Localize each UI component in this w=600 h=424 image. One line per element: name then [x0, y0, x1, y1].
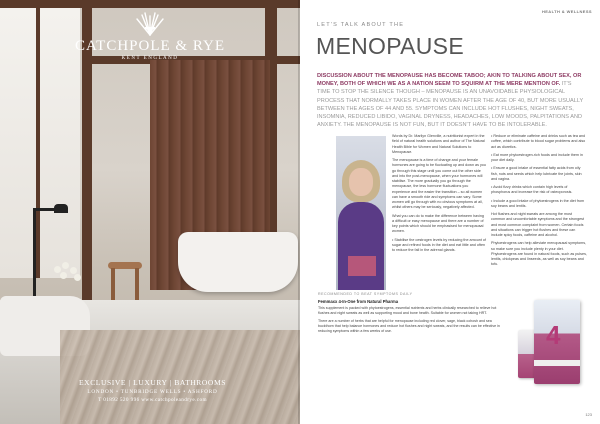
recommendation-label: RECOMMENDED TO BEAT SYMPTOMS DAILY: [318, 292, 413, 296]
brand-location: KENT ENGLAND: [121, 56, 179, 61]
intro-lead: DISCUSSION ABOUT THE MENOPAUSE HAS BECOME TABOO; AKIN TO TALKING ABOUT SEX, OR MONEY, BOTH OF WHICH WE AS A NATION SEEM TO SQUIRM AT THE MERE MENTION OF.: [317, 73, 582, 88]
article-page: [300, 0, 600, 424]
article-column-2: [491, 134, 587, 271]
article-column-1: [392, 134, 486, 256]
brand-name: CATCHPOLE & RYE: [74, 38, 225, 54]
article-kicker: LET'S TALK ABOUT THE: [317, 22, 405, 28]
recommendation-body: [318, 306, 508, 337]
product-box: [534, 300, 580, 384]
wheat-sheaf-icon: [132, 10, 168, 36]
intro-rest: IT'S TIME TO STOP THE SILENCE THOUGH – MENOPAUSE IS AN UNAVOIDABLE PHYSIOLOGICAL PROCESS THAT NORMALLY TAKES PLACE IN WOMEN AFTER THE AGE OF 40, BUT MORE USUALLY BETWEEN THE AGES OF 44 AND 55. SYMPTOMS CAN INCLUDE HOT FLUSHES, NIGHT SWEATS, INSOMNIA, REDUCED LIBIDO, VAGINAL DRYNESS, HEADACHES, LOW MOODS, PALPITATIONS AND ANXIETY. THE MENOPAUSE IS NOT FUN, BUT IT DOESN'T HAVE TO BE INTOLERABLE.: [317, 81, 584, 129]
section-header: [542, 9, 592, 14]
paragraph: Words by Dr. Marilyn Glenville, a nutritionist expert in the field of natural health solutions and author of The Natural Health Bible for Women and Natural Solutions to Menopause.: [392, 134, 485, 154]
paragraph: • Include a good intake of phytoestrogens in the diet from soy beans and lentils.: [491, 198, 585, 208]
book-icon: [348, 256, 376, 276]
recommendation-title: Femmaxx 4-In-One from Natural Pharma: [318, 299, 399, 304]
lamp-shade-icon: [54, 204, 68, 213]
paragraph: What you can do to make the difference between having a difficult or easy menopause and there are a number of key points which should be emphasised for menopausal women.: [392, 213, 484, 234]
window: [0, 8, 80, 278]
author-portrait: [336, 136, 386, 290]
advert-locations: LONDON • TUNBRIDGE WELLS • ASHFORD: [87, 389, 218, 395]
advert-contact: T 01892 520 996 www.catchpoleandrye.com: [98, 397, 207, 403]
window-frame: [36, 8, 40, 278]
paragraph: This supplement is packed with phytoestrogens, essential nutrients and herbs clinically researched to relieve hot flushes and night sweats as well as supporting mood and bone health. Suitable for women not taking HRT.: [318, 306, 497, 316]
advert-footer: [70, 378, 235, 403]
blanket: [60, 330, 300, 424]
paragraph: • Eat more phytoestrogen-rich foods and include them in your diet daily.: [491, 152, 583, 162]
paragraph: • Stabilise the oestrogen levels by reducing the amount of sugar and refined foods in the diet and eat little and often to reduce the fall in the adrenal glands.: [392, 237, 486, 252]
paragraph: • Avoid fizzy drinks which contain high levels of phosphorus and increase the risk of osteoporosis.: [491, 185, 573, 195]
page-number: 123: [585, 412, 592, 417]
flowers: [52, 262, 84, 284]
paragraph: Phytoestrogens can help alleviate menopausal symptoms, so make sure you include plenty in your diet. Phytoestrogens are found in natural foods, such as pulses, lentils, chickpeas and linseeds, as well as soy beans and tofu.: [491, 241, 587, 267]
article-title: MENOPAUSE: [316, 33, 464, 59]
product-logo-icon: 4: [546, 320, 561, 350]
section-name: HEALTH & WELLNESS: [541, 9, 592, 14]
article-intro: [317, 72, 585, 130]
brand-logo: [70, 10, 230, 72]
advert-tagline: EXCLUSIVE | LUXURY | BATHROOMS: [79, 378, 226, 387]
paragraph: Hot flushes and night sweats are among the most common and uncomfortable symptoms and the strongest and most common complaint from women. Certain foods and situations can trigger hot flushes and these can include spicy foods, caffeine and alcohol.: [491, 212, 585, 237]
paragraph: • Reduce or eliminate caffeine and drinks such as tea and coffee, which contribute to blood sugar problems and also act as diuretics.: [491, 134, 586, 149]
ceiling-beam: [0, 0, 300, 8]
freestanding-bath: [178, 232, 298, 292]
paragraph: • Ensure a good intake of essential fatty acids from oily fish, nuts and seeds which help lubricate the joints, skin and vagina.: [491, 166, 582, 181]
paragraph: There are a number of herbs that are helpful for menopause including red clover, sage, black cohosh and sea buckthorn that help balance hormones and reduce hot flushes and night sweats, and the results can be effective in reducing symptoms within a few weeks of use.: [318, 319, 500, 334]
paragraph: The menopause is a time of change and your female hormones are going to be fluctuating up and down as you go through this stage until you come out the other side and into the post-menopause, when your hormones will stabilise. The more gradually you go through the menopause, the less hormone fluctuations you experience and the easier the transition – so all women can have a smooth ride and symptoms can vary. Some women will go through with no obvious symptoms at all, whilst others may be seriously, negatively affected.: [392, 158, 486, 210]
